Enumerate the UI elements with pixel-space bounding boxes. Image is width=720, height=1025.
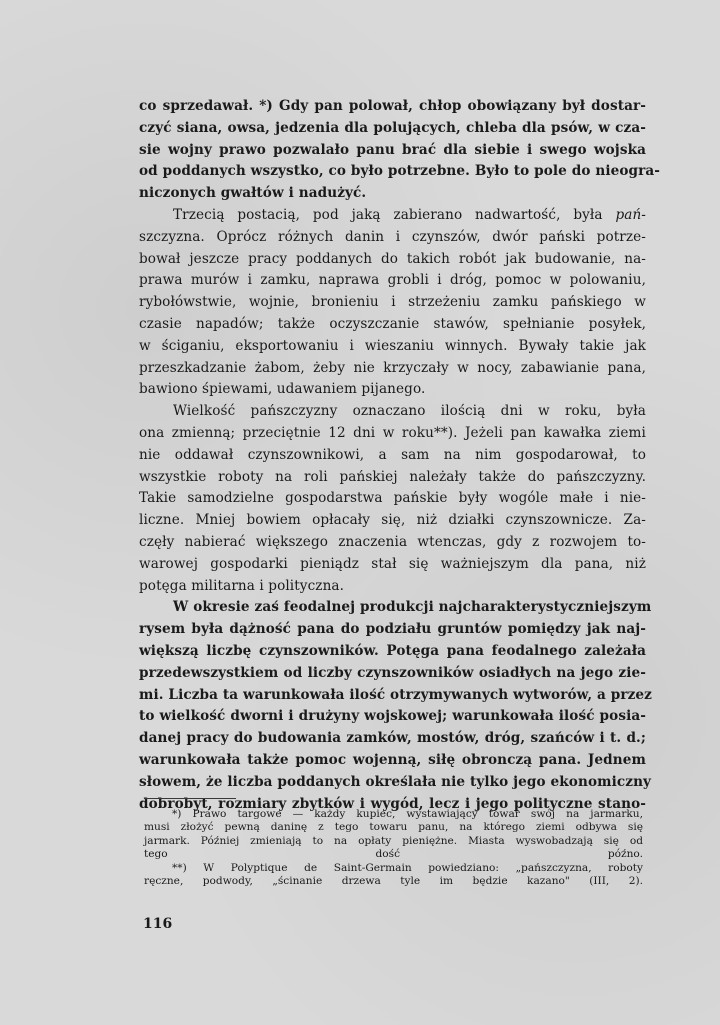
text-line: mi. Liczba ta warunkowała ilość otrzymywanych wytworów, a przez — [139, 686, 652, 703]
text-line: czasie napadów; także oczyszczanie stawów, spełnianie posyłek, — [139, 315, 646, 332]
text-line: czyć siana, owsa, jedzenia dla polujących, chleba dla psów, w cza- — [139, 119, 646, 136]
text-line: Takie samodzielne gospodarstwa pańskie były wogóle małe i nie- — [139, 490, 646, 507]
text-line: wszystkie roboty na roli pańskiej należały także do pańszczyzny. — [139, 468, 646, 485]
paragraph-3 — [139, 401, 646, 597]
text-line: warowej gospodarki pieniądz stał się ważniejszym dla pana, niż — [139, 555, 646, 572]
text-line: danej pracy do budowania zamków, mostów, dróg, szańców i t. d.; — [139, 730, 646, 747]
text-fragment: Trzecią postacią, pod jaką zabierano nadwartość, była — [173, 206, 616, 223]
page-number: 116 — [143, 916, 173, 932]
paragraph-4 — [139, 597, 652, 815]
footnote-line: *) Prawo targowe — każdy kupiec, wystawiający towar swój na jarmarku, — [172, 808, 643, 820]
footnote-line: ręczne, podwody, „ścinanie drzewa tyle im będzie kazano" (III, 2). — [144, 875, 643, 888]
text-line: warunkowała także pomoc wojenną, siłę obronczą pana. Jednem — [139, 751, 646, 768]
text-line: szczyzna. Oprócz różnych danin i czynszów, dwór pański potrze- — [139, 228, 646, 245]
footnote-line: tego dość późno. — [144, 848, 643, 861]
footnote-line: **) W Polyptique de Saint-Germain powiedziano: „pańszczyzna, roboty — [172, 861, 643, 874]
text-line: niczonych gwałtów i nadużyć. — [139, 185, 367, 202]
text-line: liczne. Mniej bowiem opłacały się, niż działki czynszownicze. Za- — [139, 512, 646, 529]
text-line: od poddanych wszystko, co było potrzebne. Było to pole do nieogra- — [139, 163, 661, 180]
text-line: bawiono śpiewami, udawaniem pijanego. — [139, 381, 426, 398]
text-line: sie wojny prawo pozwalało panu brać dla siebie i swego wojska — [139, 141, 646, 158]
italic-term: pań- — [615, 206, 646, 223]
text-line: ona zmienną; przeciętnie 12 dni w roku**). Jeżeli pan kawałka ziemi — [139, 424, 646, 441]
footnote-divider — [144, 798, 236, 799]
paragraph-2 — [139, 205, 646, 401]
text-line: dobrobyt, rozmiary zbytków i wygód, lecz i jego polityczne stano- — [139, 795, 646, 812]
text-line: bował jeszcze pracy poddanych do takich robót jak budowanie, na- — [139, 250, 646, 267]
footnote-line: jarmark. Później zmieniają to na opłaty pieniężne. Miasta wyswobadzają się od — [144, 834, 643, 847]
text-line: prawa murów i zamku, naprawa grobli i dróg, pomoc w polowaniu, — [139, 272, 646, 289]
body-text — [139, 96, 661, 815]
text-line: rysem była dążność pana do podziału gruntów pomiędzy jak naj- — [139, 621, 646, 638]
footnote-line: musi złożyć pewną daninę z tego towaru panu, na którego ziemi odbywa się — [144, 821, 643, 834]
paragraph-1 — [139, 96, 661, 205]
text-line: potęga militarna i polityczna. — [139, 577, 345, 594]
text-line: większą liczbę czynszowników. Potęga pana feodalnego zależała — [139, 642, 646, 659]
text-line: Wielkość pańszczyzny oznaczano ilością dni w roku, była — [173, 403, 646, 420]
text-line: częły nabierać większego znaczenia wtenczas, gdy z rozwojem to- — [139, 533, 646, 550]
text-line: co sprzedawał. *) Gdy pan polował, chłop obowiązany był dostar- — [139, 98, 646, 114]
text-line — [139, 205, 646, 227]
text-line: przeszkadzanie żabom, żeby nie krzyczały w nocy, zabawianie pana, — [139, 359, 646, 376]
text-line: rybołówstwie, wojnie, bronieniu i strzeżeniu zamku pańskiego w — [139, 294, 646, 311]
text-line: w ściganiu, eksportowaniu i wieszaniu winnych. Bywały takie jak — [139, 337, 646, 354]
footnotes — [144, 808, 643, 888]
text-line: słowem, że liczba poddanych określała nie tylko jego ekonomiczny — [139, 773, 652, 790]
text-line: przedewszystkiem od liczby czynszowników osiadłych na jego zie- — [139, 664, 646, 681]
text-line: W okresie zaś feodalnej produkcji najcharakterystyczniejszym — [173, 599, 652, 616]
text-line: nie oddawał czynszownikowi, a sam na nim gospodarował, to — [139, 446, 646, 463]
text-line: to wielkość dworni i drużyny wojskowej; warunkowała ilość posia- — [139, 708, 646, 725]
